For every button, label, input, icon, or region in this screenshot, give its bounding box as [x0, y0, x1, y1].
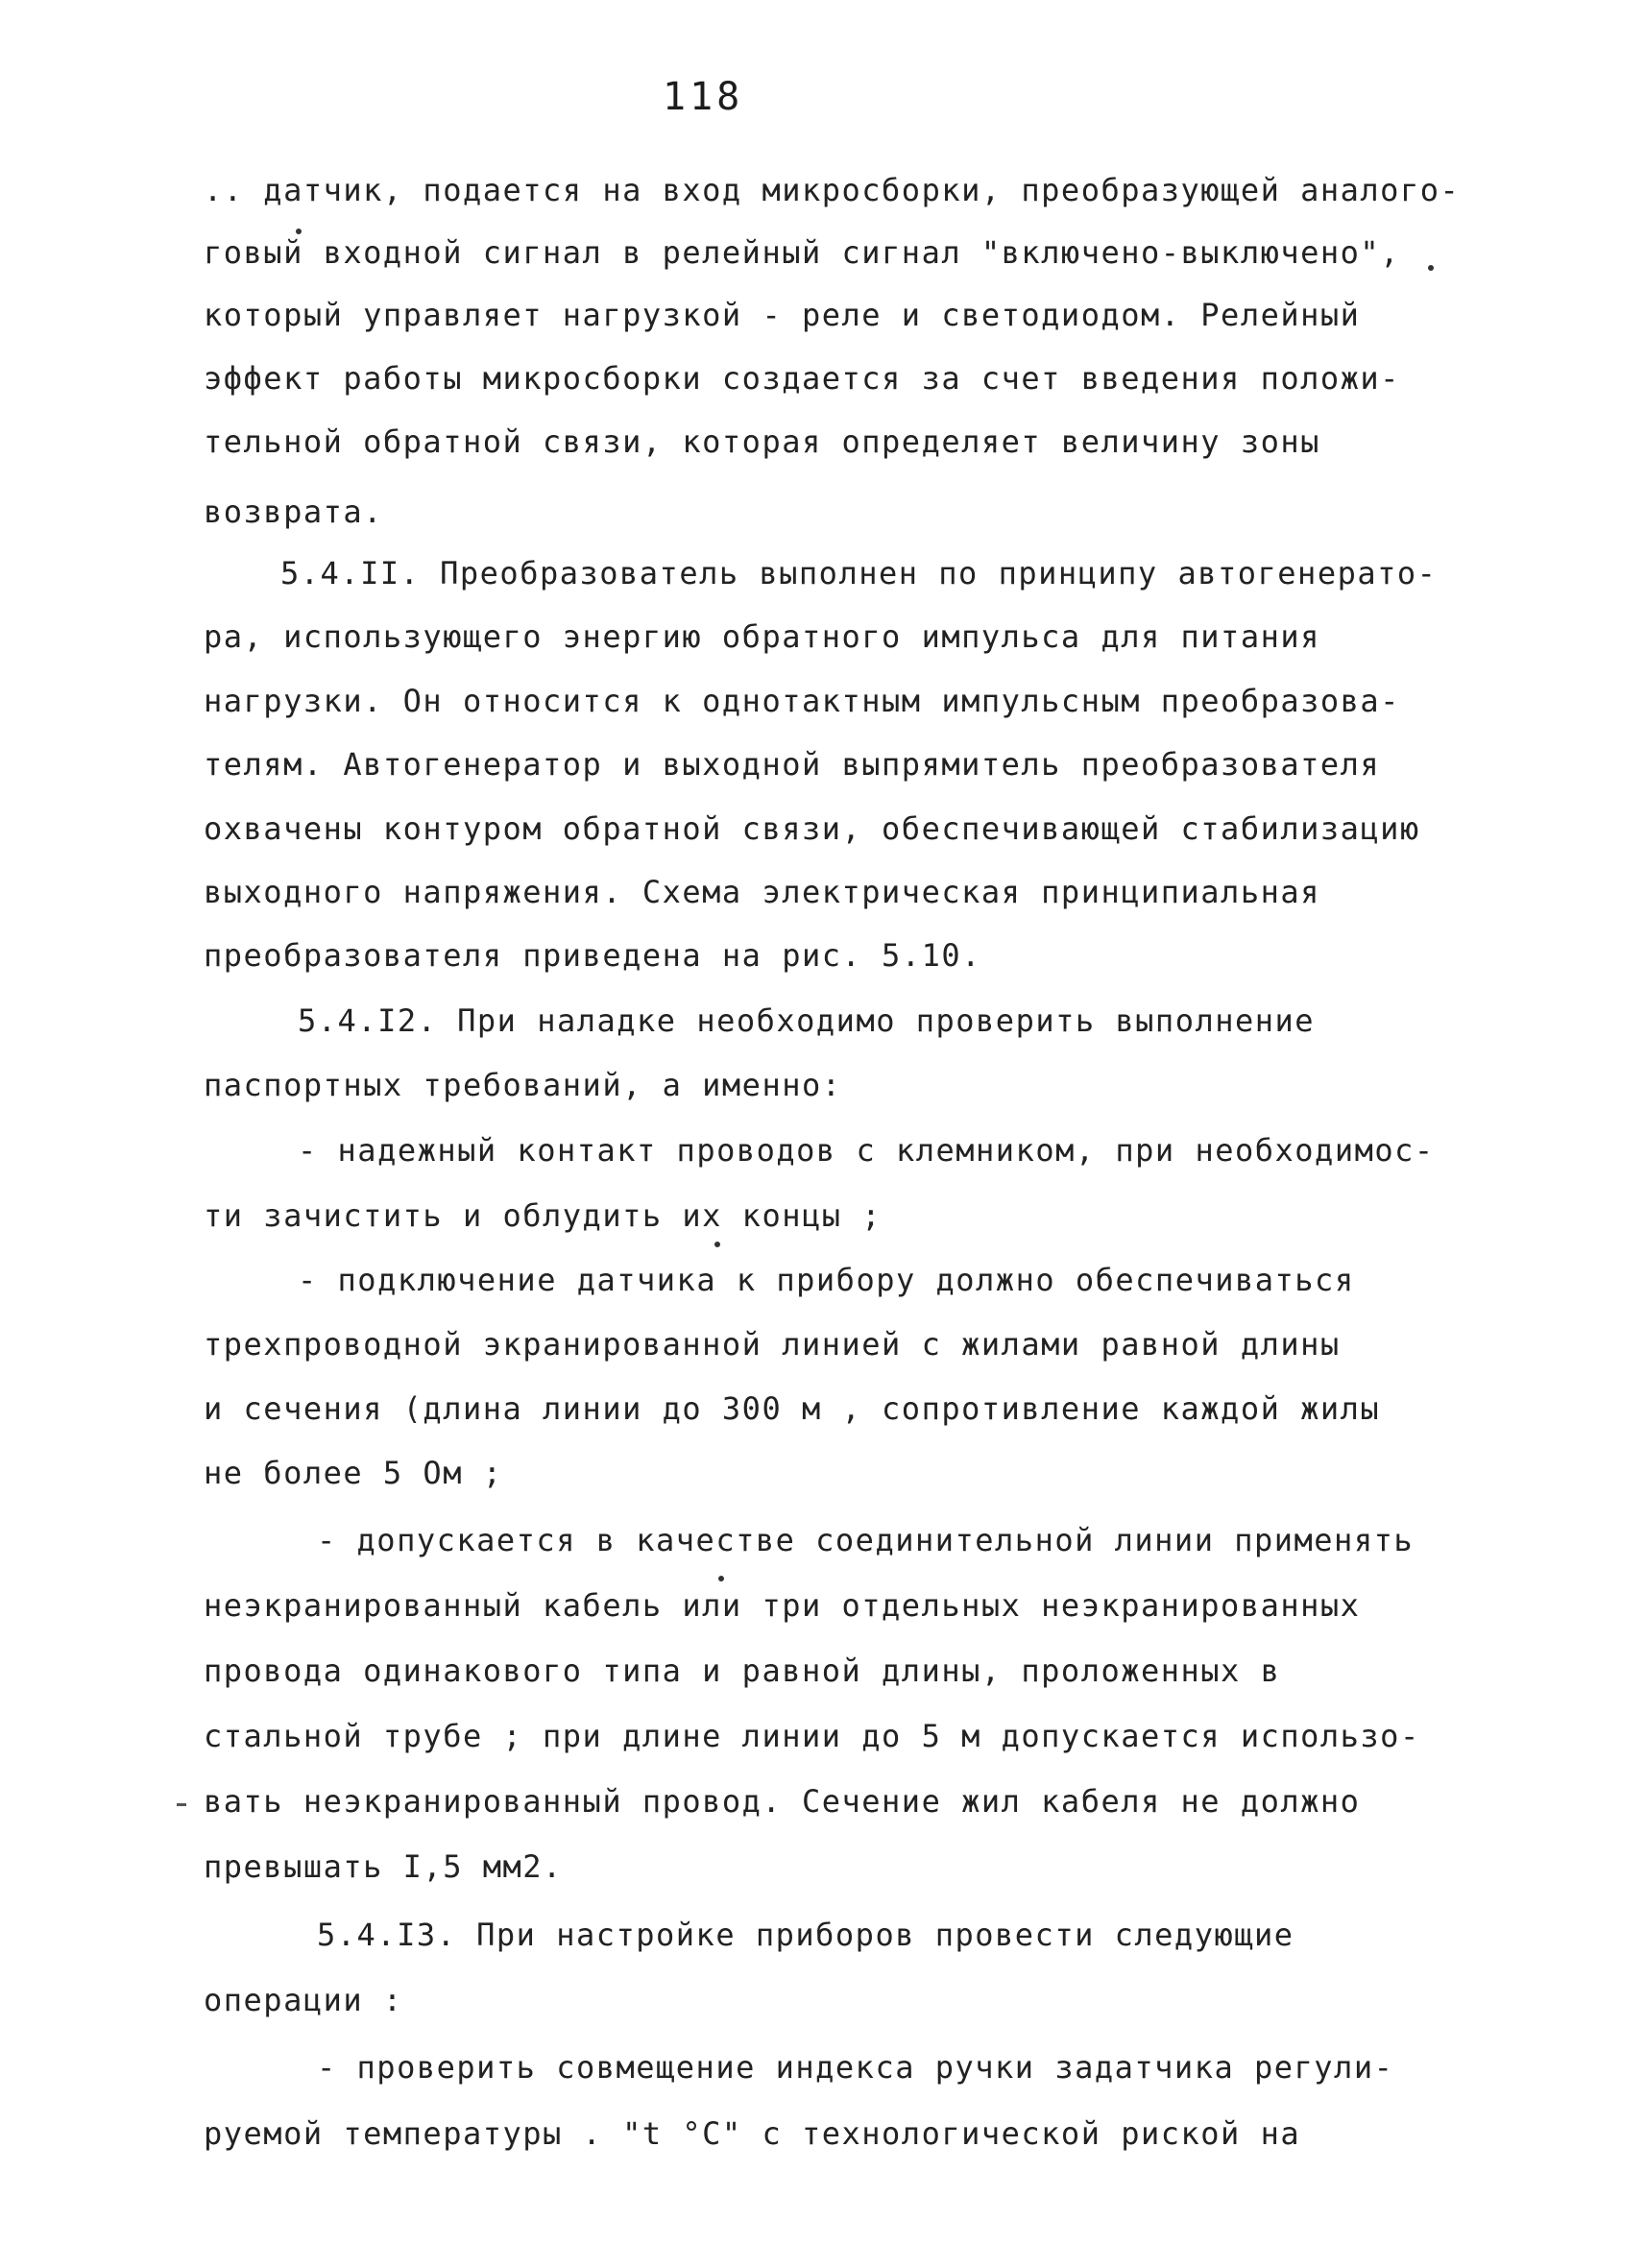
text-line: не более 5 Ом ;	[204, 1455, 503, 1491]
section-heading-line: 5.4.II. Преобразователь выполнен по принципу автогенерато-	[280, 555, 1438, 591]
text-line: нагрузки. Он относится к однотактным импульсным преобразова-	[204, 683, 1400, 719]
ink-speck	[296, 229, 302, 234]
text-line: вать неэкранированный провод. Сечение жил кабеля не должно	[204, 1783, 1361, 1820]
page-number: 118	[663, 75, 744, 119]
text-line: .. датчик, подается на вход микросборки, преобразующей аналого-	[204, 172, 1461, 208]
ink-speck	[1428, 265, 1434, 271]
text-line: операции :	[204, 1982, 403, 2018]
section-heading-line: 5.4.I2. При наладке необходимо проверить выполнение	[298, 1002, 1316, 1039]
text-line: паспортных требований, а именно:	[204, 1067, 842, 1103]
text-line: преобразователя приведена на рис. 5.10.	[204, 937, 981, 974]
text-line: ти зачистить и облудить их концы ;	[204, 1197, 883, 1234]
text-line: руемой температуры . "t °C" с технологической риской на	[204, 2115, 1301, 2152]
text-line: говый входной сигнал в релейный сигнал "включено-выключено",	[204, 234, 1400, 271]
list-item-line: - проверить совмещение индекса ручки задатчика регули-	[317, 2049, 1394, 2086]
text-line: стальной трубе ; при длине линии до 5 м допускается использо-	[204, 1718, 1420, 1754]
text-line: телям. Автогенератор и выходной выпрямитель преобразователя	[204, 746, 1381, 783]
text-line: ра, использующего энергию обратного импульса для питания	[204, 618, 1320, 655]
text-line: возврата.	[204, 494, 383, 530]
text-line: превышать I,5 мм2.	[204, 1848, 563, 1885]
margin-mark	[177, 1803, 186, 1806]
ink-speck	[714, 1242, 720, 1247]
text-line: который управляет нагрузкой - реле и светодиодом. Релейный	[204, 297, 1361, 333]
text-line: неэкранированный кабель или три отдельных неэкранированных	[204, 1587, 1361, 1624]
text-line: трехпроводной экранированной линией с жилами равной длины	[204, 1326, 1341, 1363]
text-line: охвачены контуром обратной связи, обеспечивающей стабилизацию	[204, 810, 1420, 847]
section-heading-line: 5.4.I3. При настройке приборов провести следующие	[317, 1917, 1294, 1953]
text-line: выходного напряжения. Схема электрическая принципиальная	[204, 874, 1320, 910]
list-item-line: - допускается в качестве соединительной линии применять	[317, 1522, 1415, 1558]
list-item-line: - надежный контакт проводов с клемником, при необходимос-	[298, 1132, 1435, 1169]
text-line: эффект работы микросборки создается за счет введения положи-	[204, 360, 1400, 397]
text-line: провода одинакового типа и равной длины, проложенных в	[204, 1653, 1281, 1689]
text-line: тельной обратной связи, которая определяет величину зоны	[204, 423, 1320, 460]
ink-speck	[718, 1576, 724, 1581]
list-item-line: - подключение датчика к прибору должно обеспечиваться	[298, 1262, 1355, 1298]
text-line: и сечения (длина линии до 300 м , сопротивление каждой жилы	[204, 1390, 1381, 1427]
